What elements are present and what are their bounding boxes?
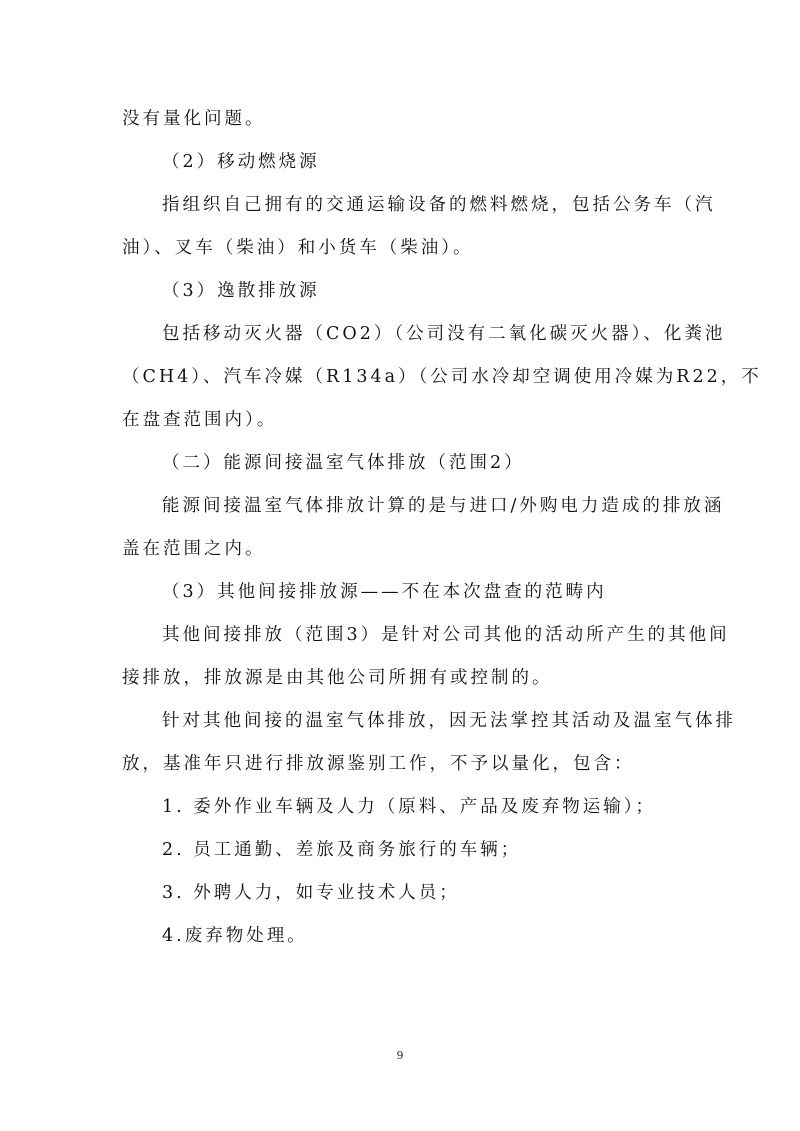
paragraph-line: 其他间接排放（范围3）是针对公司其他的活动所产生的其他间	[162, 625, 730, 645]
list-item: 3. 外聘人力，如专业技术人员；	[162, 883, 460, 903]
paragraph-line: 盖在范围之内。	[122, 539, 266, 559]
paragraph-line: 接排放，排放源是由其他公司所拥有或控制的。	[122, 668, 553, 688]
paragraph-line: 油）、叉车（柴油）和小货车（柴油）。	[122, 238, 474, 258]
list-item: 2. 员工通勤、差旅及商务旅行的车辆；	[162, 840, 522, 860]
list-item: 4.废弃物处理。	[162, 926, 308, 946]
paragraph-line: 指组织自己拥有的交通运输设备的燃料燃烧，包括公务车（汽	[162, 195, 716, 215]
paragraph-line: （CH4）、汽车冷媒（R134a）（公司水冷却空调使用冷媒为R22，不	[122, 367, 762, 387]
paragraph-line: 能源间接温室气体排放计算的是与进口/外购电力造成的排放涵	[162, 496, 725, 516]
page-number: 9	[396, 1049, 404, 1062]
paragraph-line: 没有量化问题。	[122, 109, 266, 129]
subheading-mobile-combustion: （2）移动燃烧源	[162, 152, 320, 172]
section-heading-scope-2: （二）能源间接温室气体排放（范围2）	[162, 453, 525, 473]
paragraph-line: 放，基准年只进行排放源鉴别工作，不予以量化，包含：	[122, 754, 635, 774]
subheading-other-indirect: （3）其他间接排放源——不在本次盘查的范畴内	[162, 582, 607, 602]
paragraph-line: 在盘查范围内）。	[122, 410, 278, 430]
paragraph-line: 包括移动灭火器（CO2）（公司没有二氧化碳灭火器）、化粪池	[162, 324, 726, 344]
list-item: 1. 委外作业车辆及人力（原料、产品及废弃物运输）；	[162, 797, 657, 817]
paragraph-line: 针对其他间接的温室气体排放，因无法掌控其活动及温室气体排	[162, 711, 736, 731]
subheading-fugitive-emissions: （3）逸散排放源	[162, 281, 320, 301]
